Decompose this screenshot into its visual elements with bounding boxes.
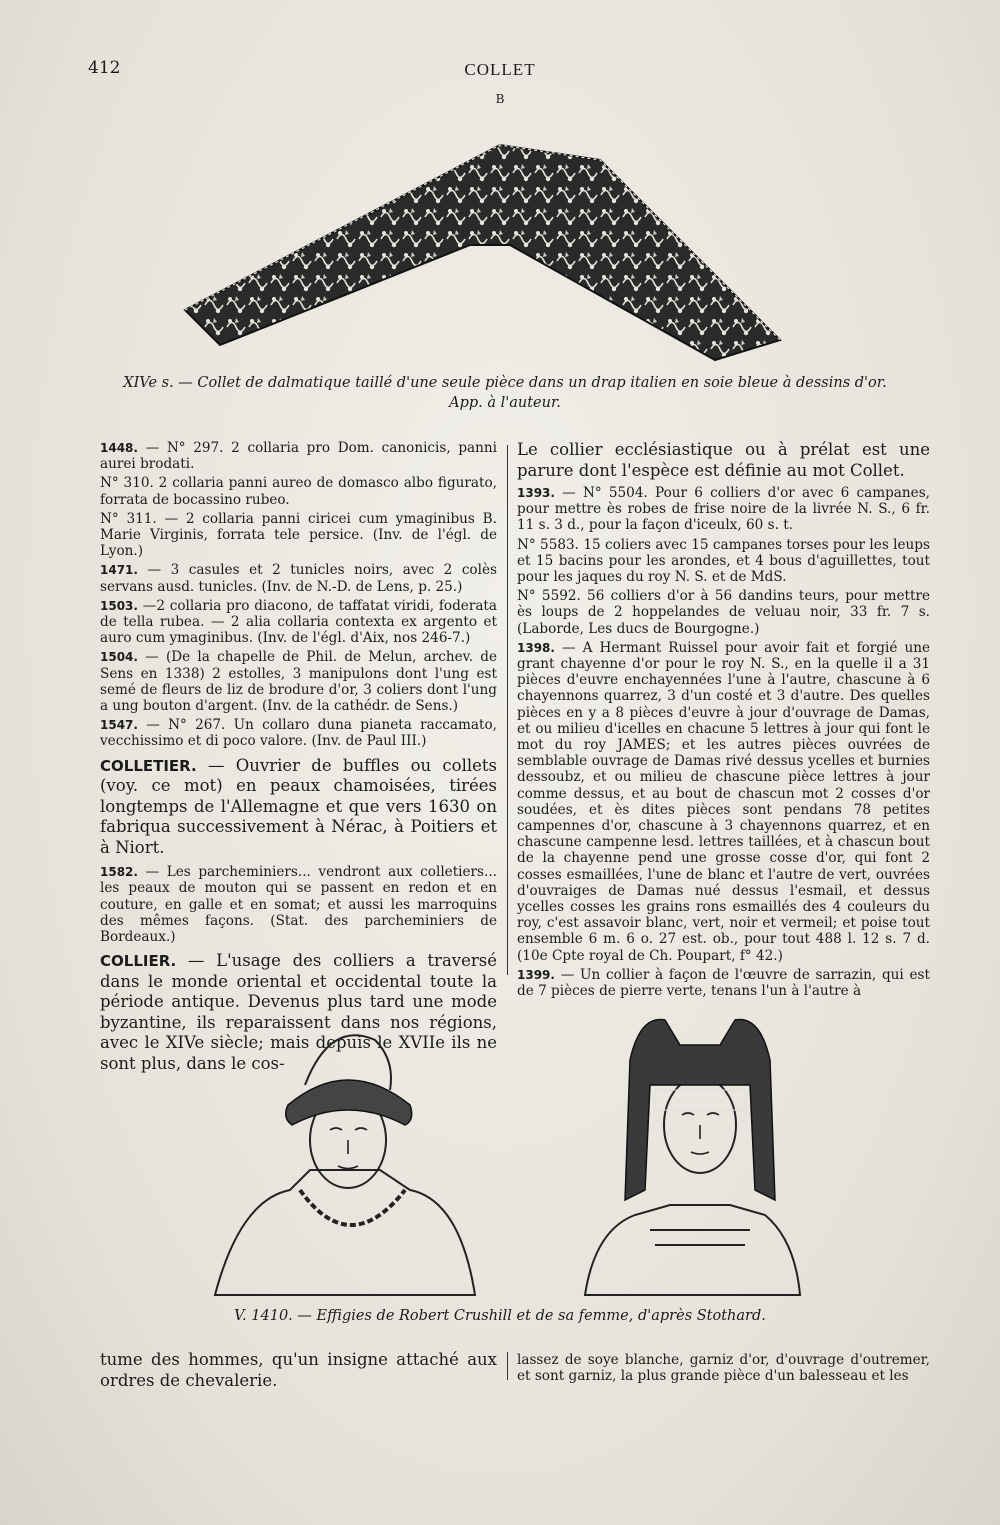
bottom-figure-caption: V. 1410. — Effigies de Robert Crushill et de sa femme, d'après Stothard. (234, 1308, 766, 1324)
entry-text: N° 5583. 15 coliers avec 15 campanes torses pour les leups et 15 bacins pour les arondes, et 4 bous d'aguillettes, tout pour les jaques du roy N. S. et de MdS. (517, 536, 930, 586)
entry-text: — A Hermant Ruissel pour avoir fait et forgié une grant chayenne d'or pour le roy N. S., en la quelle il a 31 pièces d'euvre enchayennées l'une à l'autre, chascune à 6 chayennons quarrez, 3 d'un costé et 3 d'autre. Des quelles pièces en y a 8 pièces d'euvre à jour d'ouvrage de Damas, et ou milieu d'icelles en chacune 5 lettres à jour qui font le mot du roy JAMES; et les autres pièces ouvrées de semblable ouvrage de Damas rivé dessus ycelles et burnies dessoubz, et ou milieu de chascune pièce lettres à jour comme dessus, et au bout de chascun mot 2 cosses d'or soudées, et ès dites pièces sont pendans 78 petites campennes d'or, chascune à 3 chayennons quarrez, et en chascune campenne lesd. lettres taillées, et à chascun bout de la chayenne pend une grosse cosse d'or, qui font 2 cosses esmaillées, l'une de blanc et l'autre de vert, ouvrées d'ouvraiges de Damas nué dessus l'esmail, et dessus ycelles cosses les grains rons esmaillés des 4 couleurs du roy, c'est assavoir blanc, vert, noir et vermeil; et poise tout ensemble 6 m. 6 o. 27 est. ob., pour tout 488 l. 12 s. 7 d. (10e Cpte royal de Ch. Poupart, f° 42.) (517, 639, 930, 964)
collar-illustration (180, 140, 830, 370)
bottom-column-divider (507, 1352, 508, 1380)
entry-year: 1547. (100, 718, 138, 733)
top-figure-caption (95, 373, 915, 413)
entry-year: 1393. (517, 486, 555, 500)
entry-year: 1398. (517, 640, 555, 655)
entry-text: — N° 267. Un collaro duna pianeta raccamato, vecchissimo et di poco valore. (Inv. de Paul III.) (100, 717, 497, 750)
entry-year: 1399. (517, 967, 555, 982)
colletier-article (100, 756, 497, 859)
figure-letter: B (495, 92, 505, 106)
entry-1448 (100, 440, 497, 472)
collier-intro: Le collier ecclésiastique ou à prélat est une parure dont l'espèce est définie au mot Collet. (517, 440, 930, 480)
entry-text: — (De la chapelle de Phil. de Melun, archev. de Sens en 1338) 2 estolles, 3 manipulons dont l'ung est semé de fleurs de liz de brodure d'or, 3 coliers dont l'ung a ung bouton d'argent. (Inv. de la cathédr. de Sens.) (100, 649, 497, 715)
bottom-right-text: lassez de soye blanche, garniz d'or, d'ouvrage d'outremer, et sont garniz, la plus grande pièce d'un balesseau et les (517, 1352, 930, 1385)
entry-n310 (100, 475, 497, 507)
entry-1582 (100, 864, 497, 945)
running-title: COLLET (464, 60, 536, 79)
entry-n5583 (517, 537, 930, 586)
page-number: 412 (88, 58, 121, 78)
entry-year: 1448. (100, 441, 138, 455)
left-column (100, 440, 497, 1077)
entry-n311 (100, 511, 497, 560)
column-divider (507, 445, 508, 975)
entry-text: — Un collier à façon de l'œuvre de sarrazin, qui est de 7 pièces de pierre verte, tenans l'un à l'autre à (517, 966, 930, 1000)
entry-1504 (100, 649, 497, 714)
top-caption-line-2: App. à l'auteur. (449, 395, 561, 411)
right-column (517, 440, 930, 1002)
entry-text: N° 5592. 56 colliers d'or à 56 dandins teurs, pour mettre ès loups de 2 hoppelandes de veluau noir, 33 fr. 7 s. (Laborde, Les ducs de Bourgogne.) (517, 588, 930, 637)
bottom-left-text: tume des hommes, qu'un insigne attaché aux ordres de chevalerie. (100, 1350, 497, 1390)
entry-1471 (100, 562, 497, 594)
entry-1547 (100, 717, 497, 749)
effigy-wife (585, 1020, 800, 1296)
entry-text: —2 collaria pro diacono, de taffatat viridi, foderata de tella rubea. — 2 alia collaria contexta ex argento et auro cum ymaginibus. (Inv. de l'égl. d'Aix, nos 246-7.) (100, 597, 497, 647)
collier-heading: COLLIER. (100, 952, 177, 971)
colletier-heading: COLLETIER. (100, 756, 197, 775)
collier-text: — L'usage des colliers a traversé dans le monde oriental et occidental toute la période antique. Devenus plus tard une mode byzantine, ils reparaissent dans nos régions, avec le XIVe siècle; mais depuis le XVIIe ils ne sont plus, dans le cos- (100, 951, 497, 1073)
entry-text: — Les parcheminiers... vendront aux colletiers... les peaux de mouton qui se passent en redon et en couture, en galle et en somat; et aussi les marroquins des mêmes façons. (Stat. des parcheminiers de Bordeaux.) (100, 864, 497, 945)
entry-year: 1504. (100, 650, 138, 665)
entry-1503 (100, 598, 497, 647)
effigies-illustration (210, 1000, 810, 1300)
entry-text: N° 311. — 2 collaria panni ciricei cum ymaginibus B. Marie Virginis, forrata tele persice. (Inv. de l'égl. de Lyon.) (100, 510, 497, 560)
entry-n5592 (517, 588, 930, 637)
entry-1393 (517, 485, 930, 534)
entry-text: N° 310. 2 collaria panni aureo de domasco albo figurato, forrata de bocassino rubeo. (100, 475, 497, 508)
entry-1399 (517, 967, 930, 999)
effigy-robert-crushill (215, 1035, 475, 1295)
entry-text: — 3 casules et 2 tunicles noirs, avec 2 colès servans ausd. tunicles. (Inv. de N.-D. de Lens, p. 25.) (100, 562, 497, 595)
entry-year: 1582. (100, 865, 138, 880)
entry-1398 (517, 640, 930, 964)
entry-year: 1471. (100, 563, 138, 578)
colletier-text: — Ouvrier de buffles ou collets (voy. ce mot) en peaux chamoisées, tirées longtemps de l'Allemagne et que vers 1630 on fabriqua successivement à Nérac, à Poitiers et à Niort. (100, 755, 497, 857)
entry-text: — N° 297. 2 collaria pro Dom. canonicis, panni aurei brodati. (100, 440, 497, 473)
top-caption-line-1: XIVe s. — Collet de dalmatique taillé d'une seule pièce dans un drap italien en soie bleue à dessins d'or. (123, 375, 887, 391)
entry-text: — N° 5504. Pour 6 colliers d'or avec 6 campanes, pour mettre ès robes de frise noire de la livrée N. S., 6 fr. 11 s. 3 d., pour la façon d'iceulx, 60 s. t. (517, 485, 930, 534)
entry-year: 1503. (100, 598, 138, 613)
